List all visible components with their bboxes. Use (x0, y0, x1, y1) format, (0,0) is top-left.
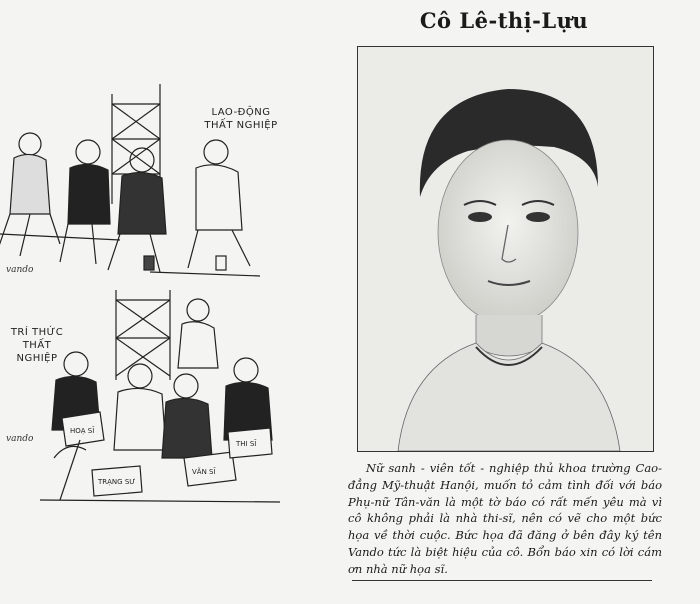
artist-signature: vando (6, 434, 34, 444)
divider-rule (352, 580, 652, 581)
caption-unemployed-intellectuals (2, 326, 72, 365)
placard-van-si: VĂN SĨ (192, 468, 216, 476)
portrait-title: Cô Lê-thị-Lựu (419, 8, 589, 33)
seated-intellectuals (40, 299, 280, 502)
artist-signature: vando (6, 265, 34, 275)
cartoon-unemployed-intellectuals (0, 290, 300, 520)
portrait-caption: Nữ sanh - viên tốt - nghiệp thủ khoa trường Cao-đẳng Mỹ-thuật Hanội, muốn tỏ cảm tình đối với báo Phụ-nữ Tân-văn là một tờ báo có rất mến yêu mà vì cô không phải là nhà thi-sĩ, nên có vẽ cho một bức họa về thời cuộc. Bức họa đã đăng ở bên đây ký tên Vando tức là biệt hiệu của cô. Bổn báo xin có lời cám ơn nhà nữ họa sĩ. (348, 461, 662, 576)
placard-thi-si: THI SĨ (236, 440, 257, 448)
placard-hoa-si: HOẠ SĨ (70, 427, 95, 435)
caption-bottom-line1: TRÍ THỨC (10, 327, 64, 338)
portrait-photo (357, 46, 654, 452)
caption-top-line1: LAO-ĐỘNG (211, 107, 271, 118)
caption-bottom-line2: THẤT NGHIỆP (16, 340, 58, 364)
caption-unemployed-labor (196, 106, 286, 132)
seated-workers (0, 133, 260, 276)
face (438, 140, 578, 324)
caption-top-line2: THẤT NGHIỆP (204, 120, 278, 131)
placard-trang-su: TRẠNG SƯ (98, 478, 136, 486)
scaffold-tower (116, 290, 170, 380)
